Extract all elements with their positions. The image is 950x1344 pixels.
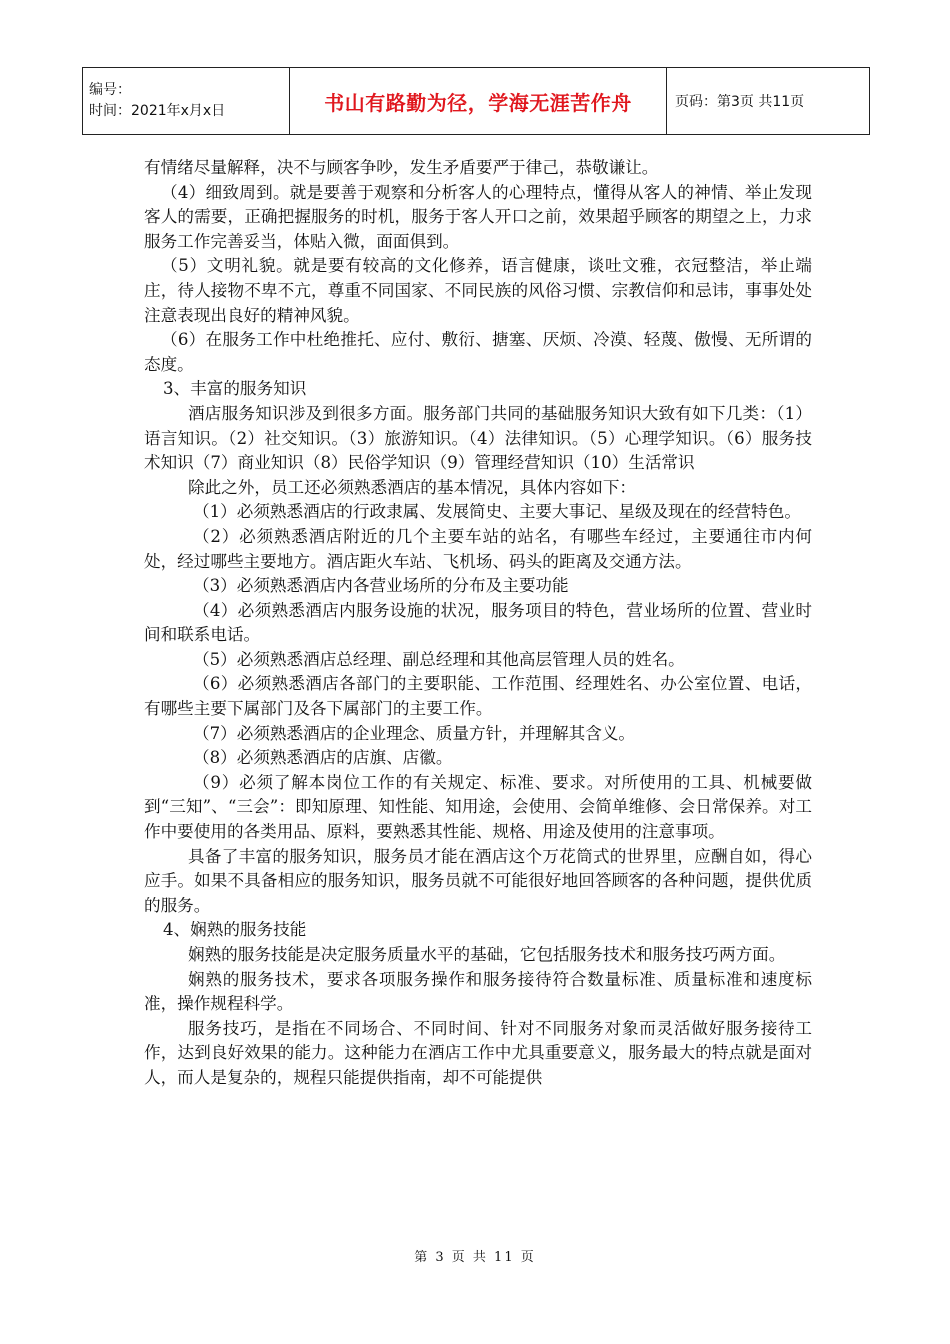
document-date-label: 时间：2021年x月x日 <box>89 103 226 119</box>
body-paragraph: （6）在服务工作中杜绝推托、应付、敷衍、搪塞、厌烦、冷漠、轻蔑、傲慢、无所谓的态度。 <box>144 330 812 374</box>
body-paragraph: 有情绪尽量解释，决不与顾客争吵，发生矛盾要严于律己，恭敬谦让。 <box>144 158 659 177</box>
body-paragraph: 娴熟的服务技能是决定服务质量水平的基础，它包括服务技术和服务技巧两方面。 <box>188 945 786 964</box>
body-paragraph: 娴熟的服务技术，要求各项服务操作和服务接待符合数量标准、质量标准和速度标准，操作规程科学。 <box>144 969 812 1014</box>
list-item: （4）必须熟悉酒店内服务设施的状况，服务项目的特色，营业场所的位置、营业时间和联系电话。 <box>144 600 812 645</box>
body-paragraph: 酒店服务知识涉及到很多方面。服务部门共同的基础服务知识大致有如下几类：（1）语言知识。（2）社交知识。（3）旅游知识。（4）法律知识。（5）心理学知识。（6）服务技术知识（7）商业知识（8）民俗学知识（9）管理经营知识（10）生活常识 <box>144 403 812 473</box>
document-number-label: 编号： <box>89 82 131 98</box>
body-paragraph: （5）文明礼貌。就是要有较高的文化修养，语言健康，谈吐文雅，衣冠整洁，举止端庄，待人接物不卑不亢，尊重不同国家、不同民族的风俗习惯、宗教信仰和忌讳，事事处处注意表现出良好的精神风貌。 <box>144 256 812 325</box>
section-heading: 3、丰富的服务知识 <box>163 379 307 399</box>
header-meta-cell <box>83 68 290 135</box>
header-page-number: 页码：第3页 共11页 <box>667 68 870 135</box>
list-item: （6）必须熟悉酒店各部门的主要职能、工作范围、经理姓名、办公室位置、电话，有哪些主要下属部门及各下属部门的主要工作。 <box>144 674 812 719</box>
list-item: （8）必须熟悉酒店的店旗、店徽。 <box>193 748 453 768</box>
section-heading: 4、娴熟的服务技能 <box>163 920 307 940</box>
body-paragraph: 服务技巧，是指在不同场合、不同时间、针对不同服务对象而灵活做好服务接待工作，达到良好效果的能力。这种能力在酒店工作中尤具重要意义，服务最大的特点就是面对人，而人是复杂的，规程只能提供指南，却不可能提供 <box>144 1018 812 1087</box>
list-item: （2）必须熟悉酒店附近的几个主要车站的站名，有哪些车经过，主要通往市内何处，经过哪些主要地方。酒店距火车站、飞机场、码头的距离及交通方法。 <box>144 526 812 571</box>
body-paragraph: 具备了丰富的服务知识，服务员才能在酒店这个万花筒式的世界里，应酬自如，得心应手。如果不具备相应的服务知识，服务员就不可能很好地回答顾客的各种问题，提供优质的服务。 <box>144 846 812 915</box>
list-item: （9）必须了解本岗位工作的有关规定、标准、要求。对所使用的工具、机械要做到“三知”、“三会”：即知原理、知性能、知用途，会使用、会简单维修、会日常保养。对工作中要使用的各类用品、原料，要熟悉其性能、规格、用途及使用的注意事项。 <box>144 772 812 842</box>
list-item: （7）必须熟悉酒店的企业理念、质量方针，并理解其含义。 <box>193 723 635 743</box>
list-item: （3）必须熟悉酒店内各营业场所的分布及主要功能 <box>193 576 569 596</box>
document-header <box>82 67 870 135</box>
body-paragraph: （4）细致周到。就是要善于观察和分析客人的心理特点，懂得从客人的神情、举止发现客人的需要，正确把握服务的时机，服务于客人开口之前，效果超乎顾客的期望之上，力求服务工作完善妥当，体贴入微，面面俱到。 <box>144 182 812 251</box>
header-motto: 书山有路勤为径，学海无涯苦作舟 <box>290 68 667 135</box>
list-item: （5）必须熟悉酒店总经理、副总经理和其他高层管理人员的姓名。 <box>193 649 685 669</box>
document-body <box>144 156 812 1091</box>
page-footer: 第 3 页 共 11 页 <box>414 1250 536 1265</box>
body-paragraph: 除此之外，员工还必须熟悉酒店的基本情况，具体内容如下： <box>188 477 637 497</box>
list-item: （1）必须熟悉酒店的行政隶属、发展简史、主要大事记、星级及现在的经营特色。 <box>193 502 801 522</box>
